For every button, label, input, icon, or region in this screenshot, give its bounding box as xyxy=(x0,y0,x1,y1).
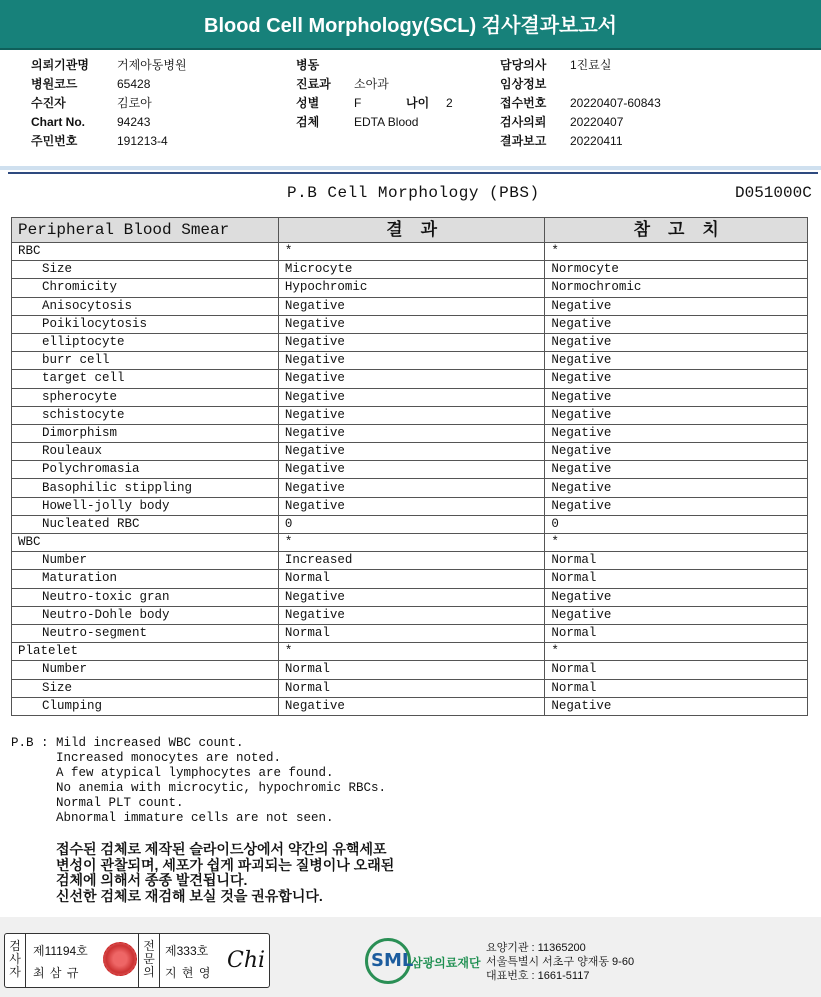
test-name-cell: Howell-jolly body xyxy=(12,497,279,515)
info-col-2 xyxy=(296,56,453,132)
table-row xyxy=(12,424,808,442)
table-row xyxy=(12,297,808,315)
comment-line: No anemia with microcytic, hypochromic RBCs. xyxy=(56,781,387,795)
reference-cell: Negative xyxy=(545,388,808,406)
info-label: 주민번호 xyxy=(31,134,78,148)
org-address xyxy=(486,941,634,983)
result-cell: Hypochromic xyxy=(278,279,545,297)
result-cell: Negative xyxy=(278,697,545,715)
reference-cell: Negative xyxy=(545,315,808,333)
notice-line: 접수된 검체로 제작된 슬라이드상에서 약간의 유핵세포 xyxy=(56,841,387,857)
info-label: 검체 xyxy=(296,115,320,129)
table-row xyxy=(12,661,808,679)
table-row xyxy=(12,443,808,461)
test-name-cell: Chromicity xyxy=(12,279,279,297)
result-cell: Normal xyxy=(278,679,545,697)
info-label: 임상정보 xyxy=(500,77,547,91)
reference-cell: Negative xyxy=(545,461,808,479)
notice-line: 변성이 관찰되며, 세포가 쉽게 파괴되는 질병이나 오래된 xyxy=(56,856,395,873)
table-header-row xyxy=(12,218,808,243)
comment-line: A few atypical lymphocytes are found. xyxy=(56,766,334,780)
reference-cell: Negative xyxy=(545,697,808,715)
table-row xyxy=(12,570,808,588)
test-name-cell: Basophilic stippling xyxy=(12,479,279,497)
logo-text: SML xyxy=(371,950,414,971)
result-cell: Normal xyxy=(278,570,545,588)
notice-line: 검체에 의해서 종종 발견됩니다. xyxy=(56,872,248,888)
test-name-cell: Rouleaux xyxy=(12,443,279,461)
reference-cell: Normal xyxy=(545,624,808,642)
test-name-cell: RBC xyxy=(12,243,279,261)
test-name-cell: spherocyte xyxy=(12,388,279,406)
test-name-cell: Number xyxy=(12,552,279,570)
table-row xyxy=(12,606,808,624)
doctor-no: 제333호 xyxy=(165,944,209,958)
reference-cell: Negative xyxy=(545,497,808,515)
seal-stamp xyxy=(103,942,137,976)
table-group-row xyxy=(12,534,808,552)
reference-cell: Negative xyxy=(545,297,808,315)
result-cell: Negative xyxy=(278,479,545,497)
reference-cell: Normal xyxy=(545,679,808,697)
result-cell: Negative xyxy=(278,388,545,406)
result-cell: Negative xyxy=(278,424,545,442)
header-test: Peripheral Blood Smear xyxy=(12,218,279,243)
examiner-name: 최 삼 규 xyxy=(33,966,80,980)
header-reference: 참 고 치 xyxy=(545,218,808,243)
table-group-row xyxy=(12,643,808,661)
info-label: 수진자 xyxy=(31,96,66,110)
info-value: 20220407-60843 xyxy=(570,96,661,110)
result-cell: Negative xyxy=(278,406,545,424)
test-name-cell: Number xyxy=(12,661,279,679)
info-col-1 xyxy=(31,56,187,151)
address-line: 서울특별시 서초구 양재동 9-60 xyxy=(486,956,635,968)
comment-line: Normal PLT count. xyxy=(56,796,184,810)
info-label: 담당의사 xyxy=(500,58,547,72)
table-row xyxy=(12,388,808,406)
result-cell: Negative xyxy=(278,606,545,624)
test-name-cell: Nucleated RBC xyxy=(12,515,279,533)
result-cell: Normal xyxy=(278,624,545,642)
org-name: 삼광의료재단 xyxy=(411,956,481,970)
info-value: 94243 xyxy=(117,115,151,129)
test-name-cell: Polychromasia xyxy=(12,461,279,479)
reference-cell: Normal xyxy=(545,552,808,570)
info-label: 의뢰기관명 xyxy=(31,58,89,72)
result-cell: 0 xyxy=(278,515,545,533)
test-name-cell: schistocyte xyxy=(12,406,279,424)
reference-cell: Normal xyxy=(545,570,808,588)
table-row xyxy=(12,333,808,351)
test-name-cell: WBC xyxy=(12,534,279,552)
address-line: 요양기관 : 11365200 xyxy=(486,942,586,954)
test-name-cell: Dimorphism xyxy=(12,424,279,442)
info-label: 결과보고 xyxy=(500,134,547,148)
info-value: 20220411 xyxy=(570,134,623,148)
result-cell: Increased xyxy=(278,552,545,570)
table-row xyxy=(12,552,808,570)
divider xyxy=(0,166,821,170)
age-value: 2 xyxy=(446,96,453,110)
info-value: 20220407 xyxy=(570,115,624,129)
result-cell: Negative xyxy=(278,297,545,315)
table-row xyxy=(12,461,808,479)
comment-line: Mild increased WBC count. xyxy=(56,736,244,750)
result-cell: * xyxy=(278,243,545,261)
table-group-row xyxy=(12,243,808,261)
info-value: 191213-4 xyxy=(117,134,168,148)
info-label: 병동 xyxy=(296,58,320,72)
result-cell: Microcyte xyxy=(278,261,545,279)
test-name-cell: Size xyxy=(12,261,279,279)
test-name-cell: burr cell xyxy=(12,352,279,370)
reference-cell: Negative xyxy=(545,333,808,351)
info-label: 진료과 xyxy=(296,77,331,91)
table-row xyxy=(12,624,808,642)
test-name-cell: Platelet xyxy=(12,643,279,661)
signature: Chi xyxy=(227,948,266,973)
reference-cell: Negative xyxy=(545,606,808,624)
signature-box xyxy=(4,933,270,988)
info-value: 김로아 xyxy=(117,96,152,110)
info-value: 65428 xyxy=(117,77,151,91)
info-label: 병원코드 xyxy=(31,77,78,91)
reference-cell: * xyxy=(545,534,808,552)
test-name-cell: Neutro-toxic gran xyxy=(12,588,279,606)
reference-cell: Negative xyxy=(545,443,808,461)
reference-cell: Negative xyxy=(545,352,808,370)
table-row xyxy=(12,352,808,370)
table-row xyxy=(12,279,808,297)
info-value: F xyxy=(354,96,362,110)
table-row xyxy=(12,479,808,497)
result-cell: Negative xyxy=(278,588,545,606)
reference-cell: Negative xyxy=(545,370,808,388)
info-label: 검사의뢰 xyxy=(500,115,547,129)
test-name-cell: Neutro-Dohle body xyxy=(12,606,279,624)
result-cell: Negative xyxy=(278,461,545,479)
table-row xyxy=(12,370,808,388)
info-value: 거제아동병원 xyxy=(117,58,187,72)
test-name-cell: Maturation xyxy=(12,570,279,588)
result-cell: Negative xyxy=(278,370,545,388)
table-row xyxy=(12,406,808,424)
comment-block xyxy=(11,736,387,825)
result-cell: Negative xyxy=(278,443,545,461)
comment-line: Abnormal immature cells are not seen. xyxy=(56,811,334,825)
table-row xyxy=(12,679,808,697)
table-row xyxy=(12,261,808,279)
reference-cell: Normocyte xyxy=(545,261,808,279)
result-cell: Normal xyxy=(278,661,545,679)
report-title: Blood Cell Morphology(SCL) 검사결과보고서 xyxy=(0,0,821,50)
reference-cell: Negative xyxy=(545,588,808,606)
table-row xyxy=(12,697,808,715)
info-value: EDTA Blood xyxy=(354,115,419,129)
header-result: 결 과 xyxy=(278,218,545,243)
test-code: D051000C xyxy=(735,184,812,202)
reference-cell: 0 xyxy=(545,515,808,533)
info-value: 1진료실 xyxy=(570,58,612,72)
divider xyxy=(25,934,26,987)
result-cell: Negative xyxy=(278,333,545,351)
examiner-no: 제11194호 xyxy=(33,944,88,958)
reference-cell: Negative xyxy=(545,424,808,442)
result-cell: * xyxy=(278,643,545,661)
test-title: P.B Cell Morphology (PBS) xyxy=(287,184,540,202)
info-col-3 xyxy=(500,56,661,151)
divider xyxy=(8,172,818,174)
notice-line: 신선한 검체로 재검해 보실 것을 권유합니다. xyxy=(56,887,323,904)
reference-cell: * xyxy=(545,243,808,261)
comment-line: Increased monocytes are noted. xyxy=(56,751,282,765)
reference-cell: Normochromic xyxy=(545,279,808,297)
result-cell: * xyxy=(278,534,545,552)
test-name-cell: Poikilocytosis xyxy=(12,315,279,333)
comment-prefix: P.B : xyxy=(11,736,49,750)
reference-cell: Normal xyxy=(545,661,808,679)
test-name-cell: Size xyxy=(12,679,279,697)
doctor-label: 전문의 xyxy=(143,939,155,979)
test-name-cell: Clumping xyxy=(12,697,279,715)
test-name-cell: Neutro-segment xyxy=(12,624,279,642)
table-row xyxy=(12,588,808,606)
test-name-cell: Anisocytosis xyxy=(12,297,279,315)
info-label: Chart No. xyxy=(31,115,85,129)
divider xyxy=(138,934,139,987)
divider xyxy=(159,934,160,987)
notice-block xyxy=(56,842,394,904)
result-cell: Negative xyxy=(278,497,545,515)
table-row xyxy=(12,497,808,515)
doctor-name: 지 현 영 xyxy=(165,966,212,980)
reference-cell: Negative xyxy=(545,406,808,424)
info-label: 접수번호 xyxy=(500,96,547,110)
reference-cell: Negative xyxy=(545,479,808,497)
results-table xyxy=(11,217,808,716)
comment-lines xyxy=(56,736,656,826)
table-row xyxy=(12,515,808,533)
result-cell: Negative xyxy=(278,352,545,370)
reference-cell: * xyxy=(545,643,808,661)
test-name-cell: target cell xyxy=(12,370,279,388)
address-line: 대표번호 : 1661-5117 xyxy=(486,970,590,982)
examiner-label: 검사자 xyxy=(9,939,21,979)
result-cell: Negative xyxy=(278,315,545,333)
test-name-cell: elliptocyte xyxy=(12,333,279,351)
table-row xyxy=(12,315,808,333)
info-value: 소아과 xyxy=(354,77,389,91)
age-label: 나이 xyxy=(406,96,430,110)
info-label: 성별 xyxy=(296,96,320,110)
